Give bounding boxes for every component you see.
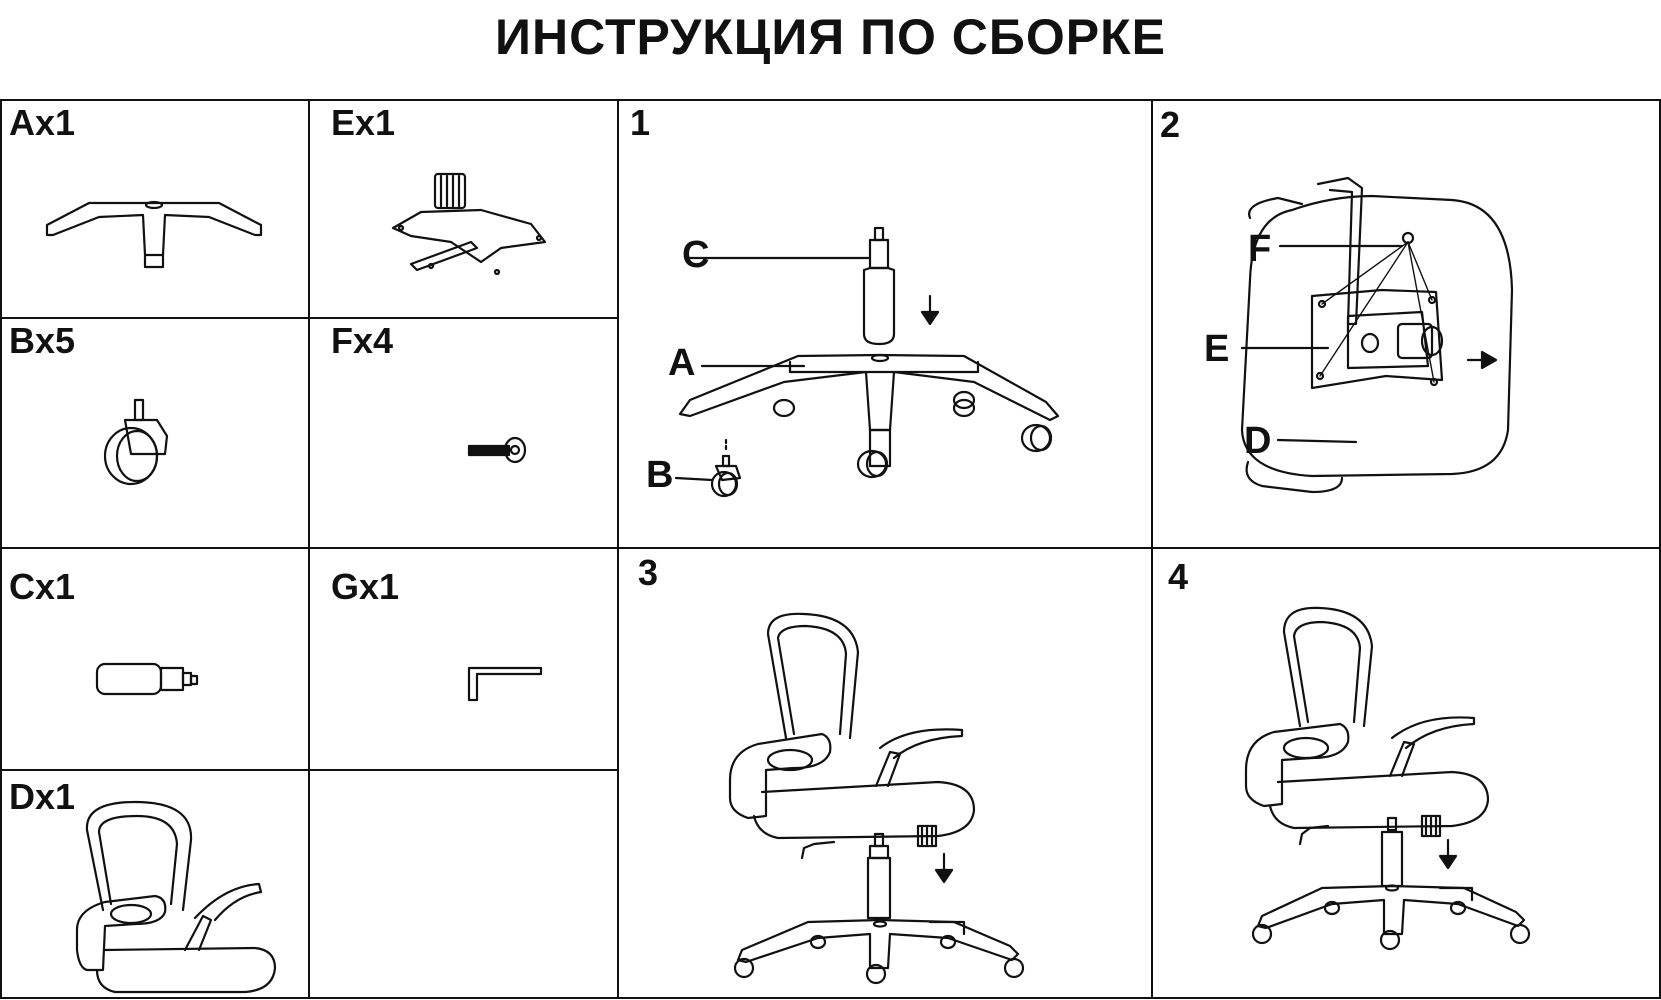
part-cell-f bbox=[309, 318, 618, 548]
step-1-panel bbox=[618, 100, 1152, 548]
page-title: ИНСТРУКЦИЯ ПО СБОРКЕ bbox=[495, 9, 1166, 65]
seat-mechanism-icon bbox=[391, 172, 551, 282]
step-4-illustration bbox=[1152, 548, 1661, 998]
callout-a: A bbox=[668, 342, 696, 384]
part-cell-g bbox=[309, 548, 618, 770]
step-number: 2 bbox=[1160, 104, 1181, 145]
bolt-icon bbox=[467, 436, 527, 466]
part-cell-d bbox=[1, 770, 309, 998]
callout-b: B bbox=[646, 454, 674, 496]
step-2-panel bbox=[1152, 100, 1661, 548]
step-4-panel bbox=[1152, 548, 1661, 998]
part-label: Ex1 bbox=[331, 102, 396, 143]
step-number: 1 bbox=[630, 102, 651, 143]
part-cell-e bbox=[309, 100, 618, 318]
part-label: Bx5 bbox=[9, 320, 76, 361]
chair-base-icon bbox=[39, 195, 269, 275]
step-3-illustration bbox=[618, 548, 1152, 998]
step-3-panel bbox=[618, 548, 1152, 998]
step-1-illustration bbox=[618, 100, 1152, 548]
callout-d: D bbox=[1244, 420, 1272, 462]
gas-lift-icon bbox=[95, 660, 205, 700]
part-label: Dx1 bbox=[9, 776, 76, 817]
part-label: Fx4 bbox=[331, 320, 394, 361]
step-number: 4 bbox=[1168, 556, 1189, 597]
callout-f: F bbox=[1248, 228, 1272, 270]
empty-cell bbox=[309, 770, 618, 998]
part-label: Gx1 bbox=[331, 566, 400, 607]
callout-e: E bbox=[1204, 328, 1230, 370]
part-cell-c bbox=[1, 548, 309, 770]
step-number: 3 bbox=[638, 552, 659, 593]
part-cell-b bbox=[1, 318, 309, 548]
hex-key-icon bbox=[467, 666, 547, 706]
part-label: Ax1 bbox=[9, 102, 76, 143]
seat-with-backrest-icon bbox=[75, 800, 285, 995]
caster-wheel-icon bbox=[101, 398, 181, 488]
callout-c: C bbox=[682, 234, 710, 276]
step-2-illustration bbox=[1152, 100, 1661, 548]
part-cell-a bbox=[1, 100, 309, 318]
part-label: Cx1 bbox=[9, 566, 76, 607]
